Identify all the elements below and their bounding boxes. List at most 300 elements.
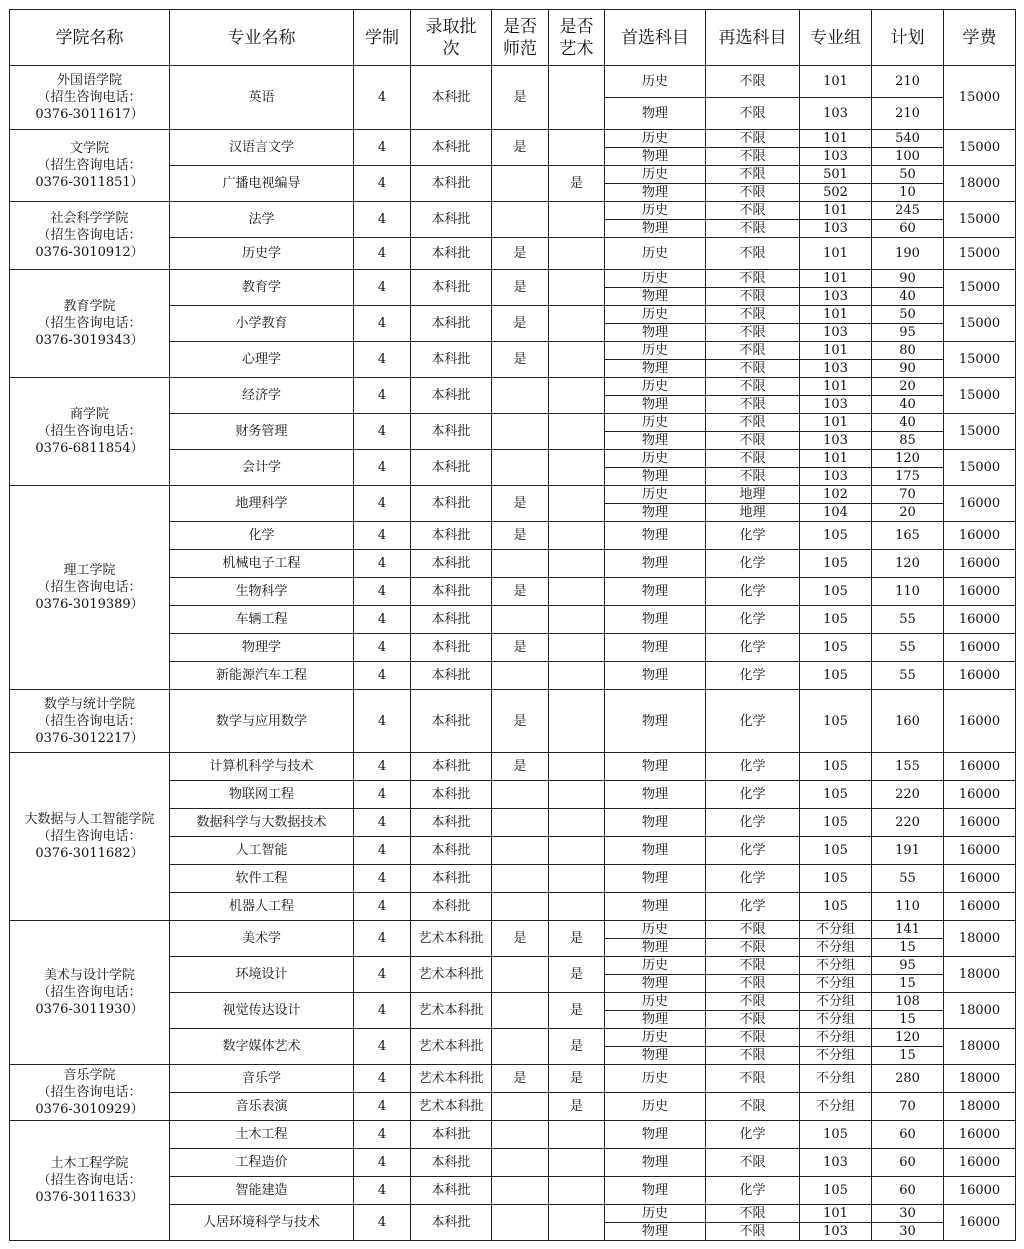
tuition-fee: 15000: [944, 202, 1016, 238]
batch: 本科批: [411, 66, 492, 130]
second-subject: 不限: [706, 288, 800, 306]
years: 4: [354, 662, 411, 690]
second-subject: 不限: [706, 130, 800, 148]
first-subject: 历史: [605, 1205, 706, 1223]
header-major-group: 专业组: [800, 10, 872, 66]
major-group: 103: [800, 98, 872, 130]
years: 4: [354, 1121, 411, 1149]
years: 4: [354, 378, 411, 414]
college-name: 美术与设计学院: [43, 968, 135, 983]
major-group: 不分组: [800, 1065, 872, 1093]
table-row: [10, 921, 1016, 939]
major-name: 财务管理: [170, 414, 354, 450]
first-subject: 物理: [605, 893, 706, 921]
table-row: [10, 66, 1016, 98]
college-name: 文学院: [69, 141, 109, 156]
tuition-fee: 16000: [944, 809, 1016, 837]
batch: 本科批: [411, 550, 492, 578]
batch: 艺术本科批: [411, 957, 492, 993]
major-name: 物理学: [170, 634, 354, 662]
college-cell: [10, 130, 170, 202]
major-group: 105: [800, 781, 872, 809]
major-group: 105: [800, 634, 872, 662]
first-subject: 历史: [605, 378, 706, 396]
years: 4: [354, 166, 411, 202]
major-group: 不分组: [800, 993, 872, 1011]
tuition-fee: 16000: [944, 550, 1016, 578]
second-subject: 不限: [706, 184, 800, 202]
years: 4: [354, 993, 411, 1029]
first-subject: 物理: [605, 360, 706, 378]
is-normal: 是: [492, 578, 549, 606]
major-name: 工程造价: [170, 1149, 354, 1177]
plan-count: 50: [872, 306, 944, 324]
is-normal: [492, 1205, 549, 1241]
college-cell: [10, 270, 170, 378]
years: 4: [354, 342, 411, 378]
plan-count: 15: [872, 1011, 944, 1029]
college-phone: 0376-6811854）: [35, 441, 144, 456]
college-name: 商学院: [69, 407, 109, 422]
is-art: [549, 550, 605, 578]
second-subject: 不限: [706, 220, 800, 238]
major-group: 不分组: [800, 1011, 872, 1029]
first-subject: 物理: [605, 1121, 706, 1149]
major-group: 105: [800, 893, 872, 921]
college-phone-label: （招生咨询电话：: [37, 713, 142, 729]
second-subject: 不限: [706, 993, 800, 1011]
tuition-fee: 15000: [944, 342, 1016, 378]
plan-count: 40: [872, 414, 944, 432]
first-subject: 物理: [605, 753, 706, 781]
years: 4: [354, 1149, 411, 1177]
plan-count: 85: [872, 432, 944, 450]
second-subject: 化学: [706, 690, 800, 753]
tuition-fee: 16000: [944, 1149, 1016, 1177]
table-row: [10, 270, 1016, 288]
college-cell: [10, 690, 170, 753]
major-name: 地理科学: [170, 486, 354, 522]
is-art: [549, 893, 605, 921]
plan-count: 40: [872, 396, 944, 414]
is-art: 是: [549, 1065, 605, 1093]
college-phone-label: （招生咨询电话：: [37, 829, 142, 844]
years: 4: [354, 921, 411, 957]
is-art: [549, 202, 605, 238]
plan-count: 15: [872, 1047, 944, 1065]
plan-count: 110: [872, 578, 944, 606]
plan-count: 55: [872, 634, 944, 662]
second-subject: 地理: [706, 486, 800, 504]
second-subject: 化学: [706, 634, 800, 662]
years: 4: [354, 522, 411, 550]
tuition-fee: 15000: [944, 238, 1016, 270]
table-row: [10, 486, 1016, 504]
second-subject: 化学: [706, 781, 800, 809]
college-phone-label: （招生咨询电话：: [37, 580, 142, 595]
second-subject: 化学: [706, 893, 800, 921]
is-normal: [492, 450, 549, 486]
plan-count: 60: [872, 1149, 944, 1177]
table-row: [10, 378, 1016, 396]
first-subject: 物理: [605, 690, 706, 753]
major-group: 502: [800, 184, 872, 202]
college-name: 社会科学学院: [50, 211, 129, 226]
second-subject: 不限: [706, 1047, 800, 1065]
major-group: 不分组: [800, 1093, 872, 1121]
college-cell: [10, 378, 170, 486]
major-name: 新能源汽车工程: [170, 662, 354, 690]
years: 4: [354, 202, 411, 238]
is-art: [549, 130, 605, 166]
plan-count: 165: [872, 522, 944, 550]
is-art: 是: [549, 957, 605, 993]
plan-count: 60: [872, 1121, 944, 1149]
major-group: 103: [800, 288, 872, 306]
major-group: 不分组: [800, 1029, 872, 1047]
major-name: 教育学: [170, 270, 354, 306]
second-subject: 不限: [706, 1065, 800, 1093]
major-group: 101: [800, 306, 872, 324]
plan-count: 90: [872, 270, 944, 288]
tuition-fee: 18000: [944, 166, 1016, 202]
first-subject: 历史: [605, 1065, 706, 1093]
is-normal: 是: [492, 690, 549, 753]
table-row: [10, 202, 1016, 220]
batch: 本科批: [411, 306, 492, 342]
is-art: [549, 634, 605, 662]
college-phone: 0376-3011633）: [35, 1190, 144, 1205]
tuition-fee: 16000: [944, 578, 1016, 606]
batch: 本科批: [411, 837, 492, 865]
is-art: [549, 606, 605, 634]
second-subject: 化学: [706, 1121, 800, 1149]
tuition-fee: 16000: [944, 753, 1016, 781]
tuition-fee: 16000: [944, 690, 1016, 753]
is-normal: 是: [492, 753, 549, 781]
years: 4: [354, 306, 411, 342]
first-subject: 历史: [605, 921, 706, 939]
second-subject: 不限: [706, 414, 800, 432]
is-art: [549, 690, 605, 753]
major-group: 不分组: [800, 921, 872, 939]
table-row: [10, 1065, 1016, 1093]
major-group: 105: [800, 1177, 872, 1205]
college-phone: 0376-3010929）: [35, 1102, 144, 1117]
years: 4: [354, 753, 411, 781]
is-normal: 是: [492, 238, 549, 270]
first-subject: 物理: [605, 578, 706, 606]
tuition-fee: 15000: [944, 414, 1016, 450]
batch: 本科批: [411, 202, 492, 238]
first-subject: 历史: [605, 202, 706, 220]
is-art: [549, 753, 605, 781]
first-subject: 物理: [605, 634, 706, 662]
is-art: 是: [549, 166, 605, 202]
is-normal: 是: [492, 522, 549, 550]
batch: 本科批: [411, 690, 492, 753]
is-normal: [492, 809, 549, 837]
plan-table: [9, 9, 1016, 1241]
first-subject: 物理: [605, 1011, 706, 1029]
second-subject: 不限: [706, 324, 800, 342]
batch: 本科批: [411, 606, 492, 634]
second-subject: 不限: [706, 921, 800, 939]
tuition-fee: 16000: [944, 781, 1016, 809]
second-subject: 不限: [706, 166, 800, 184]
is-normal: [492, 1149, 549, 1177]
tuition-fee: 16000: [944, 634, 1016, 662]
college-cell: [10, 486, 170, 690]
tuition-fee: 16000: [944, 1177, 1016, 1205]
is-normal: [492, 166, 549, 202]
college-name: 外国语学院: [56, 73, 122, 88]
is-normal: [492, 865, 549, 893]
is-normal: [492, 662, 549, 690]
second-subject: 地理: [706, 504, 800, 522]
is-normal: 是: [492, 270, 549, 306]
plan-count: 540: [872, 130, 944, 148]
tuition-fee: 16000: [944, 662, 1016, 690]
years: 4: [354, 1177, 411, 1205]
major-name: 车辆工程: [170, 606, 354, 634]
major-group: 不分组: [800, 957, 872, 975]
plan-count: 120: [872, 450, 944, 468]
plan-count: 15: [872, 939, 944, 957]
plan-count: 175: [872, 468, 944, 486]
batch: 本科批: [411, 893, 492, 921]
is-normal: [492, 781, 549, 809]
batch: 艺术本科批: [411, 993, 492, 1029]
years: 4: [354, 1065, 411, 1093]
second-subject: 不限: [706, 238, 800, 270]
header-art: 是否艺术: [549, 10, 605, 66]
second-subject: 不限: [706, 1223, 800, 1241]
tuition-fee: 15000: [944, 306, 1016, 342]
years: 4: [354, 1205, 411, 1241]
batch: 本科批: [411, 486, 492, 522]
second-subject: 不限: [706, 378, 800, 396]
major-name: 机械电子工程: [170, 550, 354, 578]
header-plan: 计划: [872, 10, 944, 66]
header-college: 学院名称: [10, 10, 170, 66]
major-group: 101: [800, 1205, 872, 1223]
first-subject: 物理: [605, 865, 706, 893]
first-subject: 物理: [605, 98, 706, 130]
first-subject: 物理: [605, 468, 706, 486]
first-subject: 历史: [605, 414, 706, 432]
second-subject: 化学: [706, 662, 800, 690]
plan-count: 70: [872, 486, 944, 504]
major-group: 105: [800, 865, 872, 893]
plan-count: 15: [872, 975, 944, 993]
plan-count: 141: [872, 921, 944, 939]
is-art: [549, 66, 605, 130]
college-phone: 0376-3010912）: [35, 245, 144, 260]
table-row: [10, 753, 1016, 781]
major-group: 103: [800, 148, 872, 166]
header-second-subject: 再选科目: [706, 10, 800, 66]
first-subject: 物理: [605, 1047, 706, 1065]
college-phone: 0376-3011682）: [35, 846, 144, 861]
first-subject: 物理: [605, 504, 706, 522]
plan-count: 210: [872, 98, 944, 130]
second-subject: 不限: [706, 468, 800, 486]
is-art: [549, 578, 605, 606]
header-fee: 学费: [944, 10, 1016, 66]
is-normal: 是: [492, 130, 549, 166]
second-subject: 化学: [706, 837, 800, 865]
is-normal: 是: [492, 66, 549, 130]
tuition-fee: 18000: [944, 921, 1016, 957]
is-art: [549, 662, 605, 690]
second-subject: 化学: [706, 578, 800, 606]
plan-count: 55: [872, 606, 944, 634]
first-subject: 物理: [605, 606, 706, 634]
second-subject: 不限: [706, 1011, 800, 1029]
years: 4: [354, 606, 411, 634]
is-normal: [492, 1029, 549, 1065]
major-name: 会计学: [170, 450, 354, 486]
major-name: 法学: [170, 202, 354, 238]
years: 4: [354, 130, 411, 166]
first-subject: 历史: [605, 1093, 706, 1121]
is-normal: [492, 1093, 549, 1121]
batch: 本科批: [411, 130, 492, 166]
second-subject: 不限: [706, 202, 800, 220]
tuition-fee: 15000: [944, 66, 1016, 130]
first-subject: 物理: [605, 781, 706, 809]
is-art: [549, 1205, 605, 1241]
college-name: 数学与统计学院: [43, 696, 135, 712]
major-name: 化学: [170, 522, 354, 550]
major-name: 计算机科学与技术: [170, 753, 354, 781]
second-subject: 不限: [706, 270, 800, 288]
plan-count: 55: [872, 865, 944, 893]
plan-count: 191: [872, 837, 944, 865]
college-phone: 0376-3011851）: [35, 175, 144, 190]
tuition-fee: 15000: [944, 450, 1016, 486]
first-subject: 历史: [605, 1029, 706, 1047]
college-phone-label: （招生咨询电话：: [37, 1173, 142, 1188]
second-subject: 不限: [706, 1205, 800, 1223]
college-phone-label: （招生咨询电话：: [37, 90, 142, 105]
table-row: [10, 1121, 1016, 1149]
first-subject: 物理: [605, 220, 706, 238]
tuition-fee: 16000: [944, 522, 1016, 550]
is-art: [549, 306, 605, 342]
major-group: 105: [800, 578, 872, 606]
major-group: 105: [800, 1121, 872, 1149]
tuition-fee: 16000: [944, 606, 1016, 634]
tuition-fee: 18000: [944, 957, 1016, 993]
batch: 本科批: [411, 809, 492, 837]
years: 4: [354, 550, 411, 578]
second-subject: 不限: [706, 148, 800, 166]
first-subject: 历史: [605, 130, 706, 148]
first-subject: 物理: [605, 1177, 706, 1205]
college-phone-label: （招生咨询电话：: [37, 1085, 142, 1100]
second-subject: 化学: [706, 522, 800, 550]
second-subject: 不限: [706, 360, 800, 378]
years: 4: [354, 1093, 411, 1121]
plan-count: 110: [872, 893, 944, 921]
major-name: 环境设计: [170, 957, 354, 993]
major-name: 智能建造: [170, 1177, 354, 1205]
tuition-fee: 16000: [944, 893, 1016, 921]
plan-count: 50: [872, 166, 944, 184]
major-group: 103: [800, 432, 872, 450]
is-art: [549, 1121, 605, 1149]
major-name: 软件工程: [170, 865, 354, 893]
table-row: [10, 130, 1016, 148]
batch: 艺术本科批: [411, 1093, 492, 1121]
first-subject: 历史: [605, 486, 706, 504]
plan-count: 95: [872, 957, 944, 975]
second-subject: 化学: [706, 550, 800, 578]
is-art: 是: [549, 1093, 605, 1121]
tuition-fee: 16000: [944, 486, 1016, 522]
tuition-fee: 16000: [944, 1205, 1016, 1241]
first-subject: 历史: [605, 238, 706, 270]
years: 4: [354, 450, 411, 486]
second-subject: 不限: [706, 975, 800, 993]
major-name: 生物科学: [170, 578, 354, 606]
is-art: 是: [549, 921, 605, 957]
batch: 艺术本科批: [411, 1065, 492, 1093]
batch: 本科批: [411, 270, 492, 306]
batch: 本科批: [411, 166, 492, 202]
first-subject: 历史: [605, 450, 706, 468]
is-art: [549, 522, 605, 550]
major-group: 103: [800, 324, 872, 342]
plan-count: 120: [872, 1029, 944, 1047]
major-group: 101: [800, 202, 872, 220]
header-first-subject: 首选科目: [605, 10, 706, 66]
first-subject: 物理: [605, 1223, 706, 1241]
major-group: 103: [800, 360, 872, 378]
college-name: 土木工程学院: [50, 1156, 129, 1171]
tuition-fee: 15000: [944, 270, 1016, 306]
years: 4: [354, 781, 411, 809]
college-cell: [10, 921, 170, 1065]
is-normal: 是: [492, 921, 549, 957]
years: 4: [354, 865, 411, 893]
major-name: 经济学: [170, 378, 354, 414]
college-name: 理工学院: [63, 563, 116, 578]
first-subject: 物理: [605, 396, 706, 414]
college-phone: 0376-3019389）: [35, 597, 144, 612]
batch: 艺术本科批: [411, 921, 492, 957]
major-group: 105: [800, 522, 872, 550]
is-normal: [492, 1177, 549, 1205]
plan-count: 40: [872, 288, 944, 306]
tuition-fee: 18000: [944, 1029, 1016, 1065]
plan-count: 100: [872, 148, 944, 166]
second-subject: 化学: [706, 865, 800, 893]
tuition-fee: 15000: [944, 130, 1016, 166]
second-subject: 不限: [706, 306, 800, 324]
years: 4: [354, 238, 411, 270]
second-subject: 不限: [706, 66, 800, 98]
is-normal: [492, 378, 549, 414]
major-group: 105: [800, 550, 872, 578]
plan-count: 80: [872, 342, 944, 360]
major-group: 101: [800, 342, 872, 360]
second-subject: 不限: [706, 939, 800, 957]
batch: 本科批: [411, 414, 492, 450]
is-art: [549, 837, 605, 865]
